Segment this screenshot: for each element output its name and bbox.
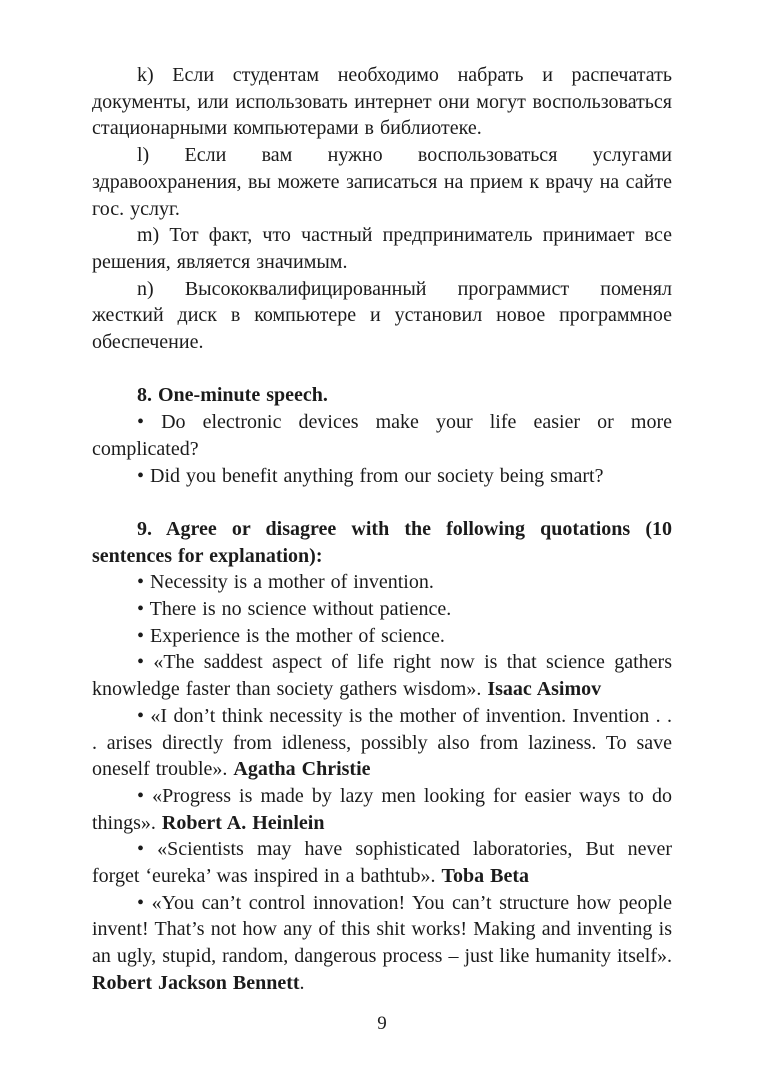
paragraph	[92, 142, 672, 222]
bold-text-segment: 9. Agree or disagree with the following quotations (10 sentences for explanation):	[92, 517, 672, 567]
bullet-marker: •	[137, 464, 151, 487]
bullet-marker: •	[137, 624, 151, 647]
bold-text-segment: Robert A. Heinlein	[161, 811, 325, 834]
text-segment: k) Если студентам необходимо набрать и распечатать документы, или использовать интернет они могут воспользоваться стационарными компьютерами в библиотеке.	[92, 64, 672, 140]
bullet-item	[92, 649, 672, 702]
bullet-item	[92, 783, 672, 836]
bullet-item	[92, 569, 672, 596]
text-segment: Experience is the mother of science.	[150, 624, 445, 647]
paragraph	[92, 276, 672, 356]
bullet-item	[92, 623, 672, 650]
text-segment: «The saddest aspect of life right now is that science gathers knowledge faster than society gathers wisdom».	[92, 651, 672, 701]
bullet-marker: •	[137, 411, 162, 434]
text-segment: .	[299, 971, 305, 994]
text-segment: Did you benefit anything from our society being smart?	[150, 464, 604, 487]
text-segment: «I don’t think necessity is the mother of invention. Invention . . . arises directly from idleness, possibly also from laziness. To save oneself trouble».	[92, 704, 672, 781]
bold-text-segment: 8. One-minute speech.	[137, 384, 328, 407]
bullet-marker: •	[137, 891, 152, 914]
paragraph	[92, 222, 672, 275]
bullet-item	[92, 836, 672, 889]
text-segment: «You can’t control innovation! You can’t structure how people invent! That’s not how any of this shit works! Making and inventing is an ugly, stupid, random, dangerous process – just like humanity itself».	[92, 891, 672, 968]
bold-text-segment: Robert Jackson Bennett	[92, 971, 300, 994]
text-segment: m) Тот факт, что частный предприниматель принимает все решения, является значимым.	[92, 224, 672, 273]
section-heading	[92, 516, 672, 569]
text-segment: There is no science without patience.	[149, 598, 452, 621]
bullet-item	[92, 890, 672, 997]
text-segment: «Scientists may have sophisticated laboratories, But never forget ‘eureka’ was inspired in a bathtub».	[92, 838, 672, 888]
bullet-item	[92, 703, 672, 783]
page-number: 9	[377, 1013, 387, 1034]
bullet-marker: •	[137, 651, 154, 674]
paragraph	[92, 62, 672, 142]
bullet-marker: •	[137, 838, 158, 861]
section-heading	[92, 382, 672, 409]
bold-text-segment: Agatha Christie	[233, 758, 371, 781]
bold-text-segment: Toba Beta	[441, 865, 529, 888]
text-segment: n) Высококвалифицированный программист поменял жесткий диск в компьютере и установил новое программное обеспечение.	[92, 277, 672, 354]
text-segment: «Progress is made by lazy men looking for easier ways to do things».	[92, 784, 672, 834]
bullet-marker: •	[137, 704, 151, 727]
text-segment: Necessity is a mother of invention.	[150, 571, 434, 594]
bullet-marker: •	[137, 784, 153, 807]
bullet-item	[92, 463, 672, 490]
document-body	[92, 62, 672, 997]
bullet-marker: •	[137, 598, 150, 621]
bullet-marker: •	[137, 571, 151, 594]
bold-text-segment: Isaac Asimov	[487, 678, 602, 701]
text-segment: Do electronic devices make your life easier or more complicated?	[92, 411, 672, 460]
bullet-item	[92, 409, 672, 462]
bullet-item	[92, 596, 672, 623]
text-segment: l) Если вам нужно воспользоваться услугами здравоохранения, вы можете записаться на прием к врачу на сайте гос. услуг.	[92, 144, 672, 220]
